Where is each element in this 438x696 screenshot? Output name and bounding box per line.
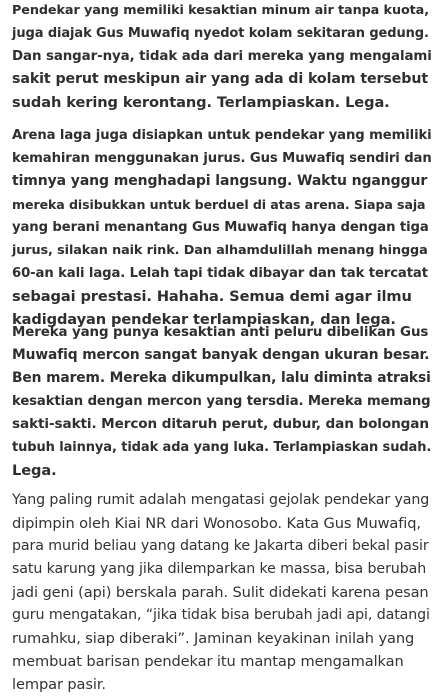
paragraph-line: Dan sangar-nya, tidak ada dari mereka yang mengalami (12, 49, 432, 64)
paragraph-line: tubuh lainnya, tidak ada yang luka. Terlampiaskan sudah. (12, 440, 432, 455)
paragraph-line: Arena laga juga disiapkan untuk pendekar yang memiliki (12, 128, 432, 143)
paragraph-line: jadi geni (api) berskala parah. Sulit didekati karena pesan (12, 584, 429, 601)
paragraph-2 (12, 124, 432, 331)
paragraph-line: Muwafiq mercon sangat banyak dengan ukuran besar. (12, 347, 430, 363)
paragraph-line: sudah kering kerontang. Terlampiaskan. Lega. (12, 94, 390, 111)
paragraph-line: satu karung yang jika dilemparkan ke massa, bisa berubah (12, 561, 427, 577)
paragraph-line: rumahku, siap diberaki”. Jaminan keyakinan inilah yang (12, 630, 415, 647)
paragraph-line: kesaktian dengan mercon yang tersdia. Mereka memang (12, 394, 431, 409)
paragraph-line: sakit perut meskipun air yang ada di kolam tersebut (12, 71, 429, 87)
paragraph-line: dipimpin oleh Kiai NR dari Wonosobo. Kata Gus Muwafiq, (12, 515, 421, 532)
paragraph-line: guru mengatakan, “jika tidak bisa berubah jadi api, datangi (12, 607, 430, 623)
paragraph-line: kadigdayan pendekar terlampiaskan, dan lega. (12, 311, 396, 328)
paragraph-line: Lega. (12, 462, 57, 479)
paragraph-line: Yang paling rumit adalah mengatasi gejolak pendekar yang (12, 492, 430, 508)
paragraph-line: timnya yang menghadapi langsung. Waktu nganggur (12, 173, 428, 189)
paragraph-line: 60-an kali laga. Lelah tapi tidak dibayar dan tak tercatat (12, 266, 428, 281)
paragraph-line: jurus, silakan naik rink. Dan alhamdulillah menang hingga (12, 243, 428, 258)
paragraph-4 (12, 489, 430, 696)
paragraph-line: yang berani menantang Gus Muwafiq hanya dengan tiga (12, 220, 429, 235)
paragraph-line: lempar pasir. (12, 676, 106, 693)
paragraph-line: Mereka yang punya kesaktian anti peluru dibelikan Gus (12, 325, 429, 340)
paragraph-line: Ben marem. Mereka dikumpulkan, lalu diminta atraksi (12, 370, 431, 386)
paragraph-line: sebagai prestasi. Hahaha. Semua demi agar ilmu (12, 288, 412, 305)
paragraph-line: sakti-sakti. Mercon ditaruh perut, dubur, dan bolongan (12, 416, 429, 432)
paragraph-3 (12, 321, 431, 482)
paragraph-1 (12, 0, 432, 114)
paragraph-line: para murid beliau yang datang ke Jakarta diberi bekal pasir (12, 538, 429, 554)
paragraph-line: juga diajak Gus Muwafiq nyedot kolam sekitaran gedung. (12, 26, 429, 41)
paragraph-line: mereka disibukkan untuk berduel di atas arena. Siapa saja (12, 197, 426, 212)
paragraph-line: kemahiran menggunakan jurus. Gus Muwafiq sendiri dan (12, 151, 432, 166)
paragraph-line: membuat barisan pendekar itu mantap mengamalkan (12, 653, 404, 670)
paragraph-line: Pendekar yang memiliki kesaktian minum air tanpa kuota, (12, 3, 429, 18)
